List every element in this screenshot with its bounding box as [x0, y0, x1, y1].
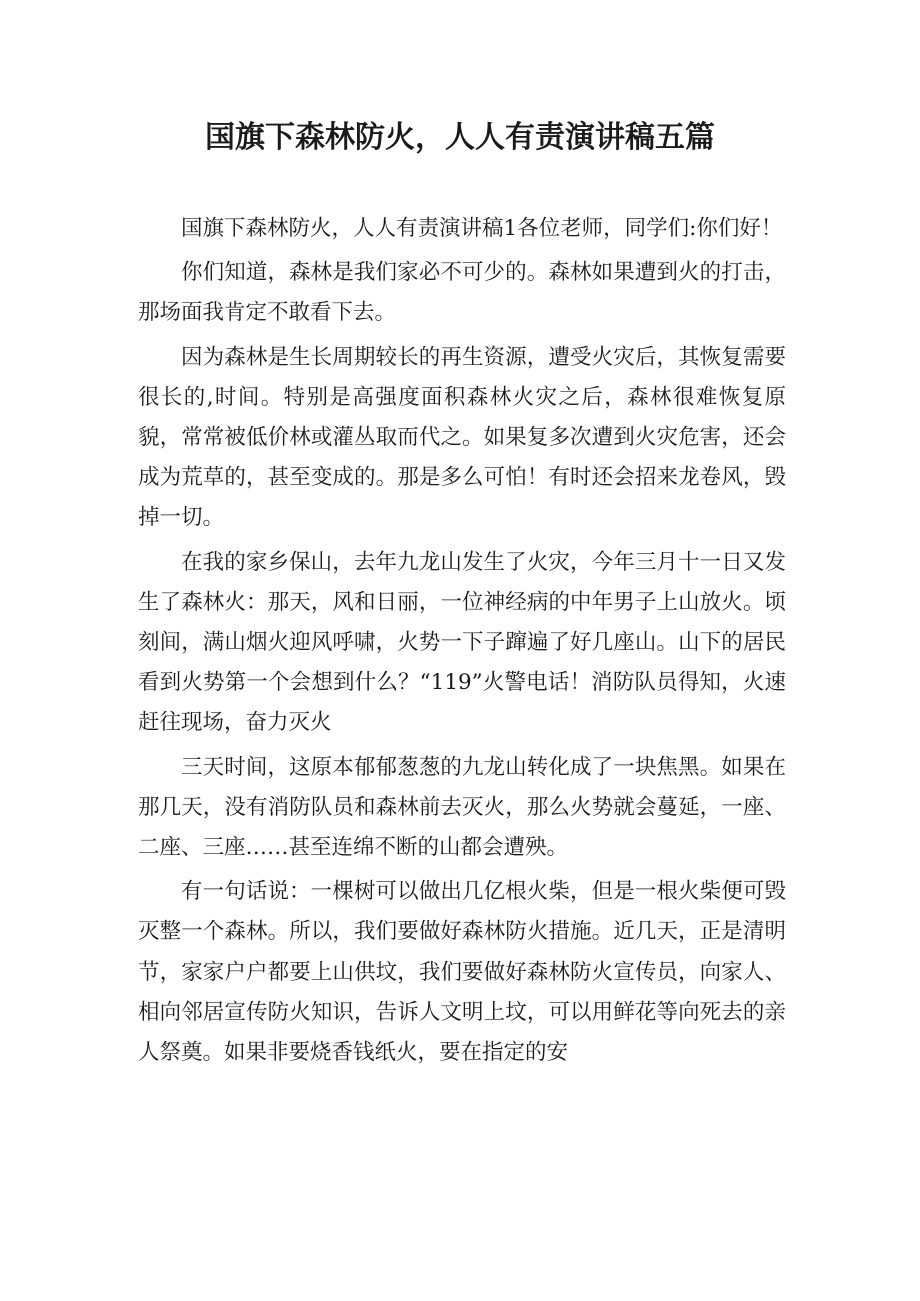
document-title: 国旗下森林防火，人人有责演讲稿五篇 [205, 120, 715, 155]
paragraph: 有一句话说：一棵树可以做出几亿根火柴，但是一根火柴便可毁灭整一个森林。所以，我们要做好森林防火措施。近几天，正是清明节，家家户户都要上山供坟，我们要做好森林防火宣传员，向家人、相向邻居宣传防火知识，告诉人文明上坟，可以用鲜花等向死去的亲人祭奠。如果非要烧香钱纸火，要在指定的安 [138, 879, 786, 1066]
paragraph: 三天时间，这原本郁郁葱葱的九龙山转化成了一块焦黑。如果在那几天，没有消防队员和森林前去灭火，那么火势就会蔓延，一座、二座、三座……甚至连绵不断的山都会遭殃。 [138, 754, 786, 861]
paragraph: 国旗下森林防火，人人有责演讲稿1各位老师，同学们:你们好！ [181, 216, 783, 241]
paragraph: 在我的家乡保山，去年九龙山发生了火灾，今年三月十一日又发生了森林火：那天，风和日丽，一位神经病的中年男子上山放火。顷刻间，满山烟火迎风呼啸，火势一下子蹿遍了好几座山。山下的居民看到火势第一个会想到什么？“119”火警电话！消防队员得知，火速赶往现场，奋力灭火 [138, 549, 786, 736]
paragraph: 你们知道，森林是我们家必不可少的。森林如果遭到火的打击，那场面我肯定不敢看下去。 [138, 260, 786, 326]
paragraph: 因为森林是生长周期较长的再生资源，遭受火灾后，其恢复需要很长的,时间。特别是高强度面积森林火灾之后，森林很难恢复原貌，常常被低价林或灌丛取而代之。如果复多次遭到火灾危害，还会成为荒草的，甚至变成的。那是多么可怕！有时还会招来龙卷风，毁掉一切。 [138, 344, 786, 531]
document-body [138, 209, 786, 1073]
